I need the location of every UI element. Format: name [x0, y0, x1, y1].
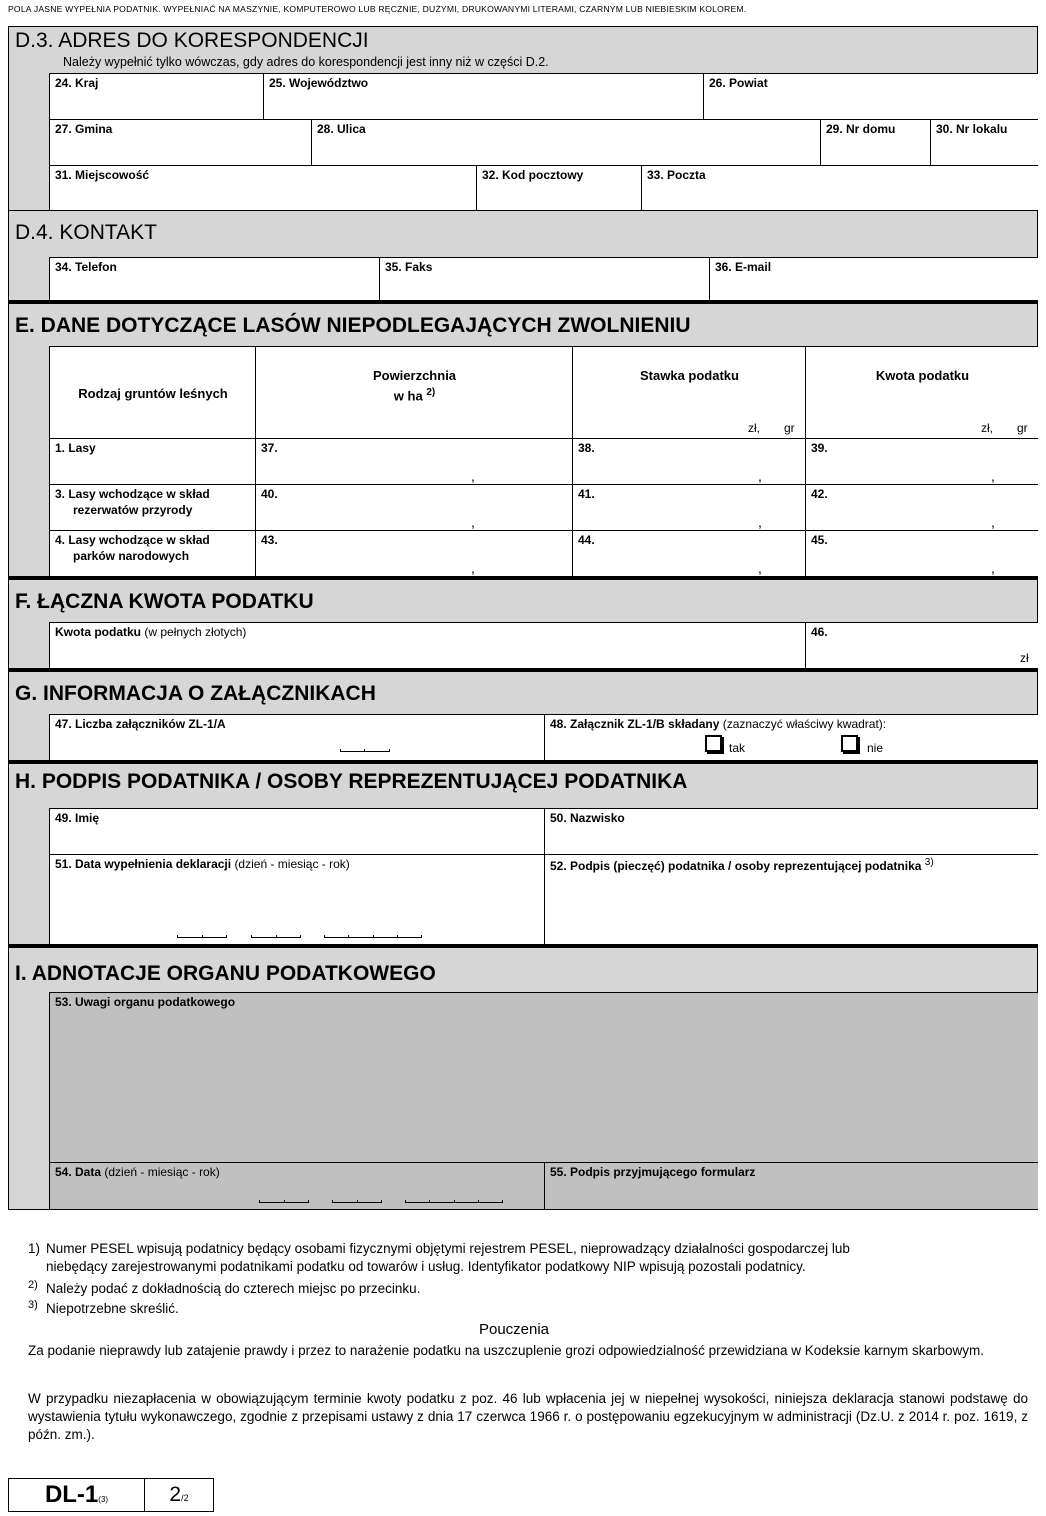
form-bottom-border: [8, 1209, 1038, 1210]
field-53-office-remarks: 53. Uwagi organu podatkowego: [49, 992, 1038, 1162]
field-31-city[interactable]: 31. Miejscowość: [49, 165, 476, 211]
field-42-amount[interactable]: 42. ,: [805, 484, 1038, 530]
footnote-3-mark: 3): [28, 1299, 38, 1311]
row-label-forests: 1. Lasy: [49, 438, 255, 484]
field-24-country[interactable]: 24. Kraj: [49, 73, 263, 119]
section-e: [8, 304, 1038, 576]
section-g-title: G. INFORMACJA O ZAŁĄCZNIKACH: [15, 682, 376, 705]
table-header-area: Powierzchnia w ha $^{2)}$: [255, 346, 572, 438]
field-35-fax[interactable]: 35. Faks: [379, 257, 709, 301]
form-version: (3): [98, 1495, 109, 1504]
field-41-rate[interactable]: 41. ,: [572, 484, 805, 530]
field-26-district[interactable]: 26. Powiat: [703, 73, 1038, 119]
section-i: [8, 948, 1038, 1210]
footnote-2-mark: 2): [28, 1279, 38, 1291]
field-49-first-name[interactable]: 49. Imię: [49, 808, 544, 854]
section-g: [8, 672, 1038, 760]
row-label-nature-reserves: 3. Lasy wchodzące w skład rezerwatów przyrody: [49, 484, 255, 530]
field-25-voivodeship[interactable]: 25. Województwo: [263, 73, 703, 119]
field-50-last-name[interactable]: 50. Nazwisko: [544, 808, 1038, 854]
field-54-date: 54. Data (dzień - miesiąc - rok): [49, 1162, 544, 1210]
field-36-email[interactable]: 36. E-mail: [709, 257, 1038, 301]
section-d4: [8, 210, 1038, 300]
field-48-attachment-zl1b: 48. Załącznik ZL-1/B składany (zaznaczyć właściwy kwadrat): tak nie: [544, 714, 1038, 760]
section-e-title: E. DANE DOTYCZĄCE LASÓW NIEPODLEGAJĄCYCH ZWOLNIENIU: [15, 314, 691, 337]
field-38-rate[interactable]: 38. ,: [572, 438, 805, 484]
field-43-area[interactable]: 43. ,: [255, 530, 572, 576]
section-h: [8, 764, 1038, 944]
page-number: 2: [169, 1483, 182, 1506]
checkbox-yes[interactable]: [705, 735, 722, 752]
field-37-area[interactable]: 37. ,: [255, 438, 572, 484]
section-h-title: H. PODPIS PODATNIKA / OSOBY REPREZENTUJĄCEJ PODATNIKA: [15, 770, 688, 793]
footnote-1-line-2: niebędący zarejestrowanymi podatnikami podatku od towarów i usług. Identyfikator podatkowy NIP wpisują pozostali podatnicy.: [46, 1259, 806, 1274]
section-d3-title: D.3. ADRES DO KORESPONDENCJI: [15, 29, 369, 52]
field-47-attachments-count[interactable]: 47. Liczba załączników ZL-1/A: [49, 714, 544, 760]
instructions-paragraph-2: W przypadku niezapłacenia w obowiązującym terminie kwoty podatku z poz. 46 lub wpłacenia jej w niepełnej wysokości, niniejsza deklaracja stanowi podstawę do wystawienia tytułu wykonawczego, zgodnie z przepisami ustawy z dnia 17 czerwca 1966 r. o postępowaniu egzekucyjnym w administracji (Dz.U. z 2014 r. poz. 1619, z późn. zm.).: [28, 1391, 1028, 1442]
footnote-2: Należy podać z dokładnością do czterech miejsc po przecinku.: [46, 1281, 421, 1296]
field-51-fill-date[interactable]: 51. Data wypełnienia deklaracji (dzień - miesiąc - rok): [49, 854, 544, 944]
section-d3-note: Należy wypełnić tylko wówczas, gdy adres do korespondencji jest inny niż w części D.2.: [63, 55, 549, 69]
digit-boxes: [340, 749, 390, 752]
field-33-post-office[interactable]: 33. Poczta: [641, 165, 1038, 211]
form-code: DL-1: [44, 1481, 99, 1508]
section-f-title: F. ŁĄCZNA KWOTA PODATKU: [15, 590, 314, 613]
field-29-house-number[interactable]: 29. Nr domu: [820, 119, 930, 165]
section-f: [8, 580, 1038, 668]
top-instruction-note: POLA JASNE WYPEŁNIA PODATNIK. WYPEŁNIAĆ NA MASZYNIE, KOMPUTEROWO LUB RĘCZNIE, DUŻYMI, DRUKOWANYMI LITERAMI, CZARNYM LUB NIEBIESKIM KOLOREM.: [8, 4, 747, 14]
footnote-3: Niepotrzebne skreślić.: [46, 1301, 179, 1316]
field-27-commune[interactable]: 27. Gmina: [49, 119, 311, 165]
table-header-land-type: Rodzaj gruntów leśnych: [49, 346, 255, 438]
total-tax-label: Kwota podatku (w pełnych złotych): [49, 622, 805, 668]
field-30-apartment-number[interactable]: 30. Nr lokalu: [930, 119, 1038, 165]
field-28-street[interactable]: 28. Ulica: [311, 119, 820, 165]
table-header-tax-rate: Stawka podatku zł, gr: [572, 346, 805, 438]
checkbox-no[interactable]: [841, 735, 858, 752]
field-55-receiver-signature: 55. Podpis przyjmującego formularz: [544, 1162, 1038, 1210]
instructions-title: Pouczenia: [478, 1321, 550, 1338]
section-i-title: I. ADNOTACJE ORGANU PODATKOWEGO: [15, 962, 436, 985]
form-id-box: [8, 1478, 214, 1512]
field-45-amount[interactable]: 45. ,: [805, 530, 1038, 576]
section-d4-title: D.4. KONTAKT: [15, 221, 157, 244]
page-total: /2: [181, 1493, 189, 1503]
section-d3: [8, 26, 1038, 210]
checkbox-yes-label: tak: [729, 741, 746, 755]
field-44-rate[interactable]: 44. ,: [572, 530, 805, 576]
field-40-area[interactable]: 40. ,: [255, 484, 572, 530]
row-label-national-parks: 4. Lasy wchodzące w skład parków narodowych: [49, 530, 255, 576]
field-46-total-tax[interactable]: 46. zł: [805, 622, 1038, 668]
field-32-postal-code[interactable]: 32. Kod pocztowy: [476, 165, 641, 211]
field-39-amount[interactable]: 39. ,: [805, 438, 1038, 484]
instructions-paragraph-1: Za podanie nieprawdy lub zatajenie prawdy i przez to narażenie podatku na uszczuplenie grozi odpowiedzialność przewidziana w Kodeksie karnym skarbowym.: [28, 1343, 985, 1358]
table-header-tax-amount: Kwota podatku zł, gr: [805, 346, 1038, 438]
footnote-1-mark: 1): [28, 1241, 41, 1256]
field-34-phone[interactable]: 34. Telefon: [49, 257, 379, 301]
footnote-1-line-1: Numer PESEL wpisują podatnicy będący osobami fizycznymi objętymi rejestrem PESEL, nieprowadzący działalności gospodarczej lub: [46, 1241, 850, 1256]
checkbox-no-label: nie: [867, 741, 884, 755]
field-52-signature[interactable]: 52. Podpis (pieczęć) podatnika / osoby reprezentującej podatnika $^{3)}$: [544, 854, 1038, 944]
